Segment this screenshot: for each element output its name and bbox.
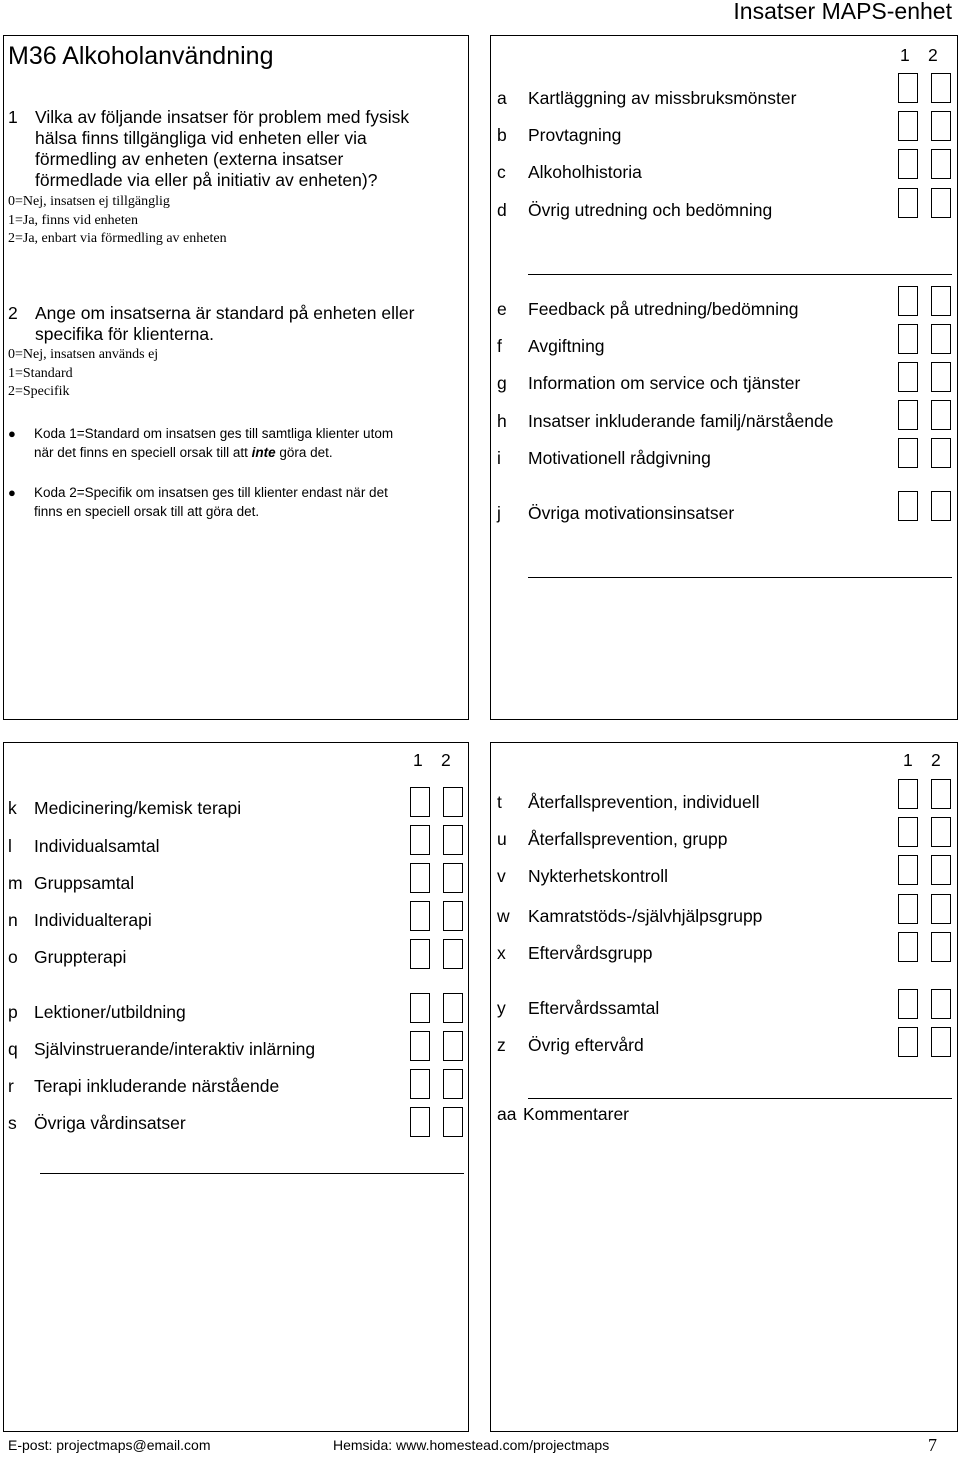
code-line: 0=Nej, insatsen ej tillgänglig	[8, 194, 170, 209]
emphasis: inte	[251, 445, 276, 460]
question-1-text: Vilka av följande insatser för problem med fysisk	[35, 107, 410, 127]
checkbox-col-1[interactable]	[410, 863, 430, 893]
checkbox-col-1[interactable]	[898, 989, 918, 1019]
code-line: 2=Ja, enbart via förmedling av enheten	[8, 231, 227, 246]
checkbox-col-1[interactable]	[410, 1107, 430, 1137]
checkbox-col-2[interactable]	[931, 438, 951, 468]
checkbox-col-2[interactable]	[443, 1031, 463, 1061]
bullet-1-line-1: Koda 1=Standard om insatsen ges till samtliga klienter utom	[34, 426, 394, 441]
checkbox-col-2[interactable]	[931, 779, 951, 809]
column-2-header: 2	[931, 750, 941, 770]
checkbox-col-2[interactable]	[931, 491, 951, 521]
checkbox-col-1[interactable]	[898, 1027, 918, 1057]
checkbox-col-2[interactable]	[443, 939, 463, 969]
checkbox-col-2[interactable]	[443, 825, 463, 855]
footer-homepage: Hemsida: www.homestead.com/projectmaps	[333, 1437, 610, 1453]
section-title: M36 Alkoholanvändning	[8, 42, 274, 70]
checkbox-col-1[interactable]	[410, 1031, 430, 1061]
question-1-text: hälsa finns tillgängliga vid enheten eller via	[35, 128, 367, 148]
footer-email: E-post: projectmaps@email.com	[8, 1437, 211, 1453]
checkbox-col-2[interactable]	[931, 362, 951, 392]
checkbox-col-2[interactable]	[443, 863, 463, 893]
checkbox-col-2[interactable]	[443, 1107, 463, 1137]
header-title: Insatser MAPS-enhet	[733, 0, 952, 24]
checkbox-col-1[interactable]	[898, 362, 918, 392]
bullet-1-line-2: när det finns en speciell orsak till att inte göra det.	[34, 445, 333, 460]
checkbox-col-1[interactable]	[410, 939, 430, 969]
checkbox-col-2[interactable]	[931, 932, 951, 962]
checkbox-col-1[interactable]	[898, 817, 918, 847]
code-line: 0=Nej, insatsen används ej	[8, 347, 159, 362]
checkbox-col-1[interactable]	[898, 149, 918, 179]
page-number: 7	[928, 1435, 937, 1455]
bullet-icon: ●	[8, 485, 16, 500]
checkbox-col-1[interactable]	[898, 491, 918, 521]
question-2-text: Ange om insatserna är standard på enheten eller	[35, 303, 415, 323]
column-1-header: 1	[413, 750, 423, 770]
checkbox-col-1[interactable]	[410, 787, 430, 817]
column-1-header: 1	[903, 750, 913, 770]
separator-line	[528, 274, 952, 275]
checkbox-col-1[interactable]	[898, 111, 918, 141]
separator-line	[528, 1098, 952, 1099]
column-2-header: 2	[928, 45, 938, 65]
question-1-text: förmedlade via eller på initiativ av enheten)?	[35, 170, 378, 190]
checkbox-col-2[interactable]	[443, 901, 463, 931]
checkbox-col-1[interactable]	[898, 188, 918, 218]
column-1-header: 1	[900, 45, 910, 65]
column-2-header: 2	[441, 750, 451, 770]
checkbox-col-2[interactable]	[931, 149, 951, 179]
checkbox-col-2[interactable]	[931, 1027, 951, 1057]
checkbox-col-2[interactable]	[443, 1069, 463, 1099]
checkbox-col-2[interactable]	[931, 817, 951, 847]
checkbox-col-2[interactable]	[931, 286, 951, 316]
question-1-codes	[8, 193, 227, 249]
checkbox-col-1[interactable]	[898, 438, 918, 468]
bullet-2-line-2: finns en speciell orsak till att göra det.	[34, 504, 260, 519]
separator-line	[40, 1173, 464, 1174]
checkbox-col-1[interactable]	[898, 932, 918, 962]
question-2-text: specifika för klienterna.	[35, 324, 214, 344]
code-line: 1=Ja, finns vid enheten	[8, 212, 138, 228]
question-2-codes	[8, 346, 158, 402]
question-2-number: 2	[8, 303, 18, 323]
checkbox-col-2[interactable]	[443, 787, 463, 817]
separator-line	[528, 577, 952, 578]
checkbox-col-1[interactable]	[410, 1069, 430, 1099]
bullet-icon: ●	[8, 426, 16, 441]
checkbox-col-2[interactable]	[931, 400, 951, 430]
checkbox-col-2[interactable]	[931, 324, 951, 354]
checkbox-col-2[interactable]	[931, 188, 951, 218]
checkbox-col-1[interactable]	[410, 901, 430, 931]
checkbox-col-2[interactable]	[931, 111, 951, 141]
checkbox-col-1[interactable]	[410, 825, 430, 855]
question-1-text: förmedling av enheten (externa insatser	[35, 149, 344, 169]
bullet-2-line-1: Koda 2=Specifik om insatsen ges till klienter endast när det	[34, 485, 388, 500]
checkbox-col-2[interactable]	[931, 989, 951, 1019]
checkbox-col-2[interactable]	[931, 894, 951, 924]
checkbox-col-1[interactable]	[898, 324, 918, 354]
checkbox-col-1[interactable]	[898, 894, 918, 924]
checkbox-col-2[interactable]	[931, 855, 951, 885]
code-line: 1=Standard	[8, 365, 73, 381]
checkbox-col-1[interactable]	[898, 400, 918, 430]
checkbox-col-2[interactable]	[443, 993, 463, 1023]
checkbox-col-1[interactable]	[898, 855, 918, 885]
checkbox-col-1[interactable]	[898, 779, 918, 809]
checkbox-col-1[interactable]	[410, 993, 430, 1023]
checkbox-col-1[interactable]	[898, 73, 918, 103]
code-line: 2=Specifik	[8, 384, 70, 399]
question-1-number: 1	[8, 107, 18, 127]
checkbox-col-2[interactable]	[931, 73, 951, 103]
checkbox-col-1[interactable]	[898, 286, 918, 316]
